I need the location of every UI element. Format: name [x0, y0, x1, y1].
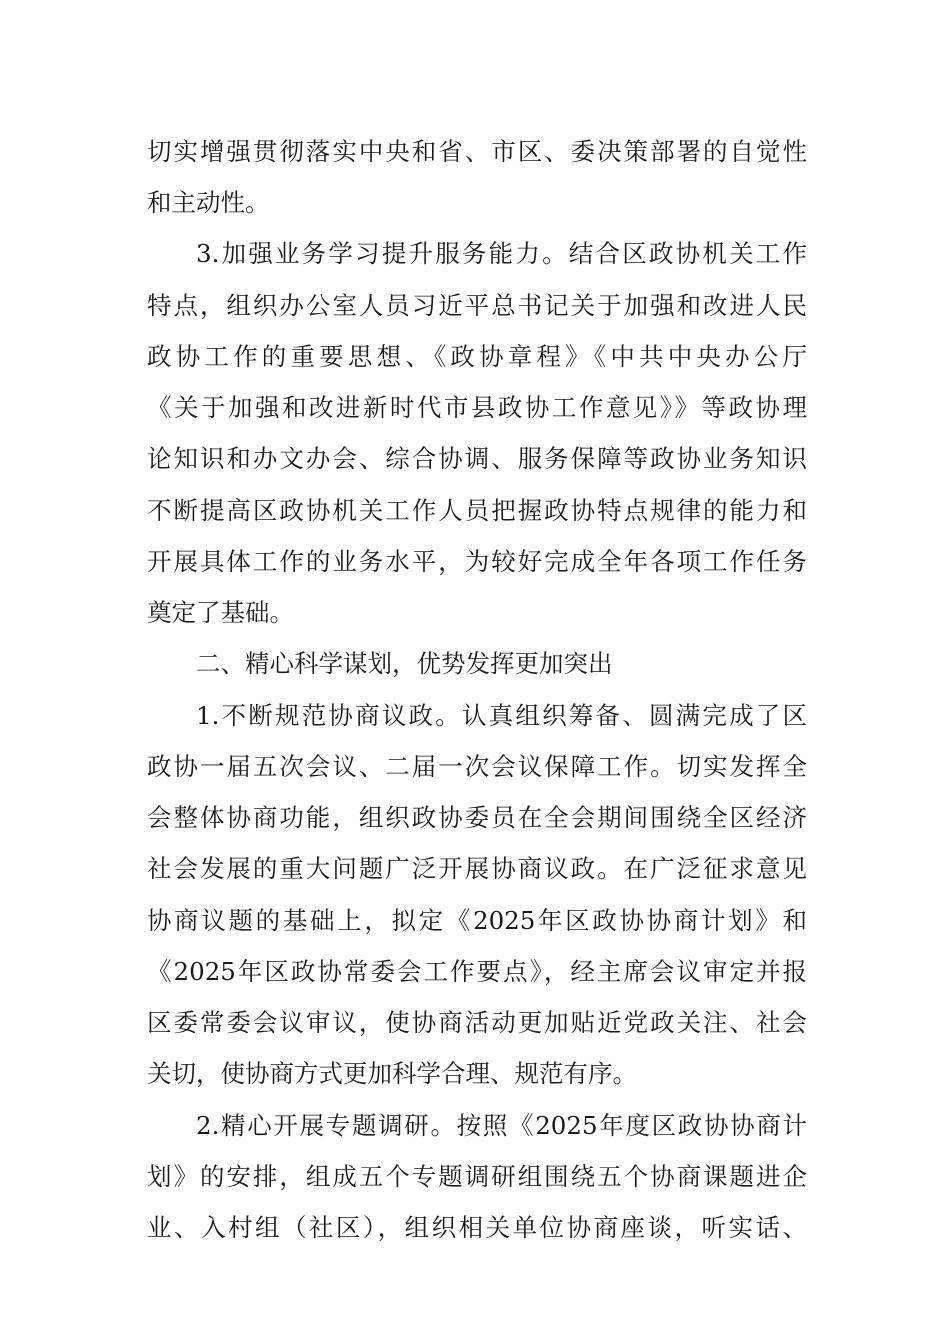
text-line: 划》的安排，组成五个专题调研组围绕五个协商课题进企	[147, 1162, 807, 1191]
paragraph-heading: 3.加强业务学习提升服务能力。结合区政协机关工作	[196, 239, 807, 268]
text-line: 《关于加强和改进新时代市县政协工作意见》》等政协理	[147, 393, 807, 422]
section-heading: 二、精心科学谋划，优势发挥更加突出	[196, 649, 613, 678]
text-line: 社会发展的重大问题广泛开展协商议政。在广泛征求意见	[147, 854, 807, 883]
text-line: 协商议题的基础上，拟定《2025年区政协协商计划》和	[147, 906, 807, 935]
text-line: 特点，组织办公室人员习近平总书记关于加强和改进人民	[147, 291, 807, 320]
text-line: 不断提高区政协机关工作人员把握政协特点规律的能力和	[147, 496, 807, 525]
text-line: 业、入村组（社区），组织相关单位协商座谈，听实话、	[147, 1213, 807, 1242]
text-line: 政协一届五次会议、二届一次会议保障工作。切实发挥全	[147, 752, 807, 781]
text-line: 关切，使协商方式更加科学合理、规范有序。	[147, 1059, 637, 1088]
text-line: 政协工作的重要思想、《政协章程》《中共中央办公厅	[147, 342, 807, 371]
text-line: 开展具体工作的业务水平，为较好完成全年各项工作任务	[147, 547, 807, 576]
text-line: 《2025年区政协常委会工作要点》，经主席会议审定并报	[147, 957, 807, 986]
text-line: 切实增强贯彻落实中央和省、市区、委决策部署的自觉性	[147, 137, 807, 166]
text-line: 奠定了基础。	[147, 598, 294, 627]
text-line: 论知识和办文办会、综合协调、服务保障等政协业务知识	[147, 444, 807, 473]
paragraph-heading: 1.不断规范协商议政。认真组织筹备、圆满完成了区	[196, 701, 807, 730]
text-line: 会整体协商功能，组织政协委员在全会期间围绕全区经济	[147, 803, 807, 832]
paragraph-heading: 2.精心开展专题调研。按照《2025年度区政协协商计	[196, 1111, 807, 1140]
text-line: 和主动性。	[147, 188, 270, 217]
text-line: 区委常委会议审议，使协商活动更加贴近党政关注、社会	[147, 1008, 807, 1037]
